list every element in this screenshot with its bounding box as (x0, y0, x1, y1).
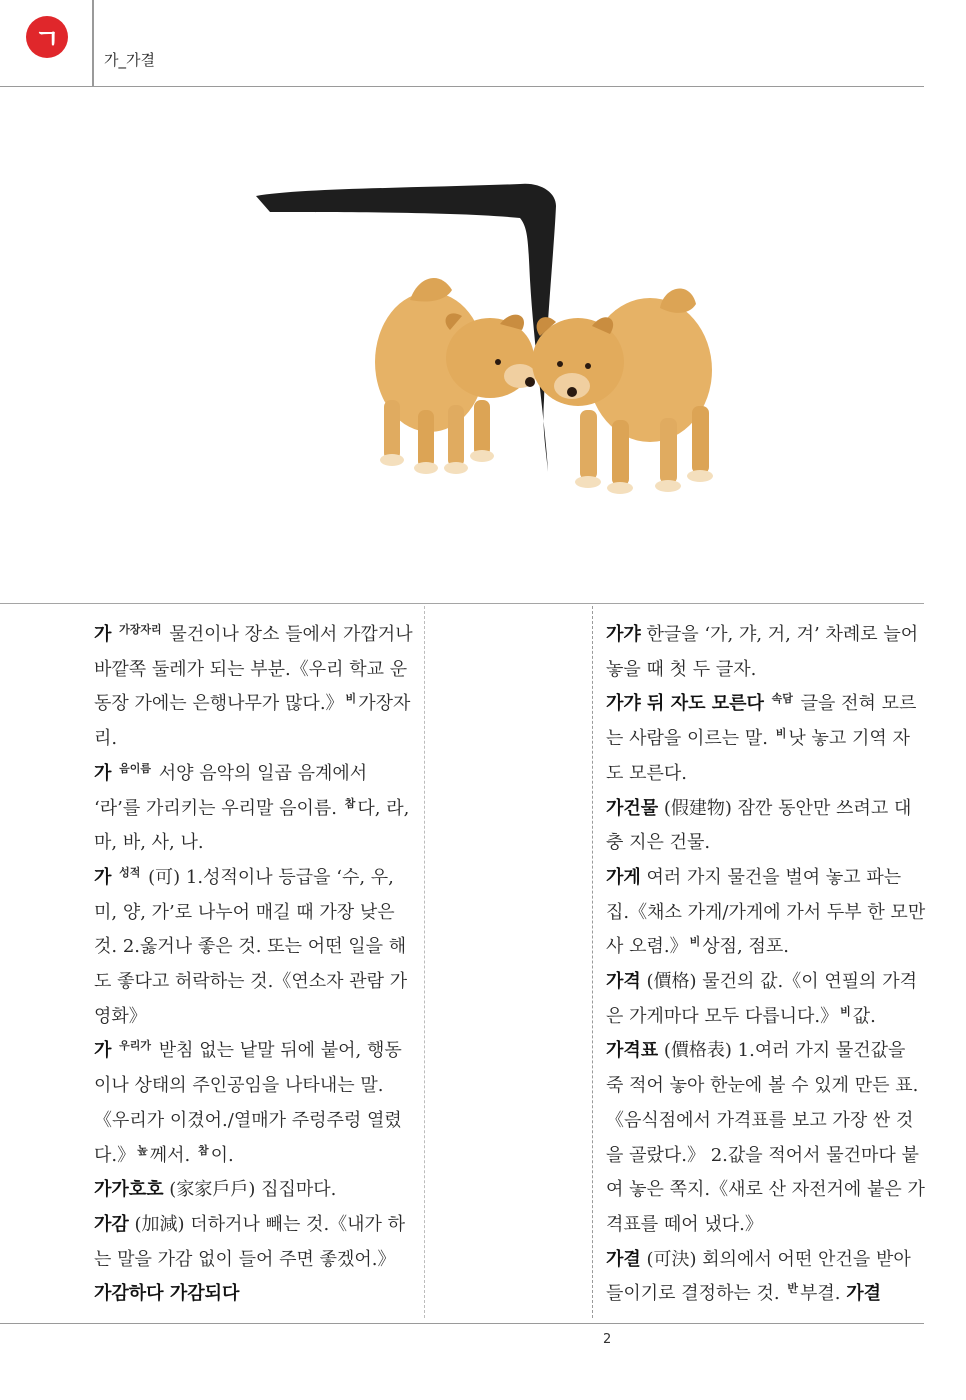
synonym-tag: 비 (345, 692, 357, 706)
hero-svg (0, 100, 966, 580)
definition: (價格表) 1.여러 가지 물건값을 죽 적어 놓아 한눈에 볼 수 있게 만든 표.《음식점에서 가격표를 보고 가장 싼 것을 골랐다.》 2.값을 적어서 물건마다 붙여 놓은 쪽지.《새로 산 자전거에 붙은 가격표를 떼어 냈다.》 (606, 1040, 925, 1235)
definition: (家家戶戶) 집집마다. (169, 1179, 337, 1201)
puppy-right-illustration (532, 289, 713, 494)
definition: (加減) 더하거나 빼는 것.《내가 하는 말을 가감 없이 들어 주면 좋겠어.》 (94, 1213, 406, 1270)
definition: 받침 없는 낱말 뒤에 붙어, 행동이나 상태의 주인공임을 나타내는 말.《우리가 이겼어./열매가 주렁주렁 열렸다.》 (94, 1040, 402, 1166)
headword: 가 (94, 866, 112, 888)
headword: 가갸 (606, 624, 641, 645)
dictionary-entry (606, 792, 926, 861)
header-rule (0, 86, 924, 87)
definition: 여러 가지 물건을 벌여 놓고 파는 집.《채소 가게/가게에 가서 두부 한 모만 사 오렴.》 (606, 866, 926, 958)
synonym: 낫 놓고 기역 자도 모른다. (606, 728, 910, 784)
derived-forms: 가결 (846, 1283, 882, 1305)
dictionary-entry (94, 1208, 416, 1312)
headword: 가 (94, 762, 112, 784)
content-top-rule (0, 603, 924, 604)
headword: 가갸 뒤 자도 모른다 (606, 693, 764, 715)
definition: (假建物) 잠깐 동안만 쓰려고 대충 지은 건물. (606, 797, 912, 854)
proverb-tag: 속담 (771, 692, 793, 706)
dictionary-entry (94, 861, 416, 1035)
definition: (價格) 물건의 값.《이 연필의 가격은 가게마다 모두 다릅니다.》 (606, 971, 918, 1027)
antonym-tag: 반 (787, 1282, 799, 1296)
page-header (0, 0, 966, 88)
chapter-letter: ㄱ (34, 24, 60, 55)
left-column (94, 618, 416, 1312)
headword: 가게 (606, 866, 641, 888)
synonym-tag: 비 (689, 935, 701, 949)
entry-range: 가_가결 (104, 51, 155, 69)
dictionary-entry (606, 861, 926, 965)
definition: (可決) 회의에서 어떤 안건을 받아들이기로 결정하는 것. (606, 1248, 911, 1305)
left-column-guide (424, 606, 425, 1318)
chapter-badge (26, 16, 68, 58)
headword: 가가호호 (94, 1179, 164, 1201)
dictionary-entry (94, 1034, 416, 1173)
derived-forms: 가감하다 가감되다 (94, 1283, 240, 1305)
page-number: 2 (603, 1332, 612, 1347)
definition: 한글을 ‘가, 갸, 거, 겨’ 차례로 늘어놓을 때 첫 두 글자. (606, 624, 919, 680)
sense-tag: 성적 (119, 865, 141, 879)
headword: 가결 (606, 1248, 641, 1270)
headword: 가 (94, 1040, 112, 1062)
antonym: 부결. (800, 1283, 841, 1305)
puppy-left-illustration (375, 278, 536, 474)
headword: 가감 (94, 1213, 129, 1235)
definition: 글을 전혀 모르는 사람을 이르는 말. (606, 693, 917, 750)
hero-illustration (0, 100, 966, 580)
headword: 가격표 (606, 1040, 659, 1062)
dictionary-entry (94, 757, 416, 861)
reference: 다, 라, 마, 바, 사, 나. (94, 797, 410, 854)
headword: 가격 (606, 971, 641, 993)
right-column (606, 618, 926, 1312)
definition: 서양 음악의 일곱 음계에서 ‘라’를 가리키는 우리말 음이름. (94, 762, 368, 819)
sense-tag: 음이름 (119, 761, 152, 775)
sense-tag: 우리가 (119, 1039, 152, 1053)
reference-tag: 참 (344, 796, 356, 810)
headword: 가 (94, 624, 112, 645)
sense-tag: 가장자리 (119, 623, 162, 636)
dictionary-entry (606, 965, 926, 1034)
dictionary-entry (606, 1243, 926, 1312)
honorific: 께서. (149, 1144, 191, 1166)
synonym-tag: 비 (840, 1004, 851, 1018)
dictionary-entry (94, 618, 416, 757)
footer-rule (0, 1323, 924, 1324)
header-divider (92, 0, 94, 86)
reference-tag: 참 (198, 1143, 209, 1157)
synonym: 상점, 점포. (702, 936, 789, 958)
synonym: 가장자리. (94, 693, 411, 750)
honorific-tag: 높 (137, 1143, 148, 1157)
column-divider (592, 606, 593, 1318)
dictionary-entry (606, 687, 926, 791)
definition: (可) 1.성적이나 등급을 ‘수, 우, 미, 양, 가’로 나누어 매길 때 가장 낮은 것. 2.옳거나 좋은 것. 또는 어떤 일을 해도 좋다고 허락하는 것.《연소자 관람 가 영화》 (94, 866, 408, 1027)
dictionary-entry (94, 1173, 416, 1208)
dictionary-entry (606, 1034, 926, 1242)
headword: 가건물 (606, 797, 659, 819)
definition: 물건이나 장소 들에서 가깝거나 바깥쪽 둘레가 되는 부분.《우리 학교 운동장 가에는 은행나무가 많다.》 (94, 624, 413, 715)
reference: 이. (210, 1144, 234, 1166)
synonym-tag: 비 (775, 727, 787, 741)
synonym: 값. (852, 1005, 876, 1027)
dictionary-entry (606, 618, 926, 687)
